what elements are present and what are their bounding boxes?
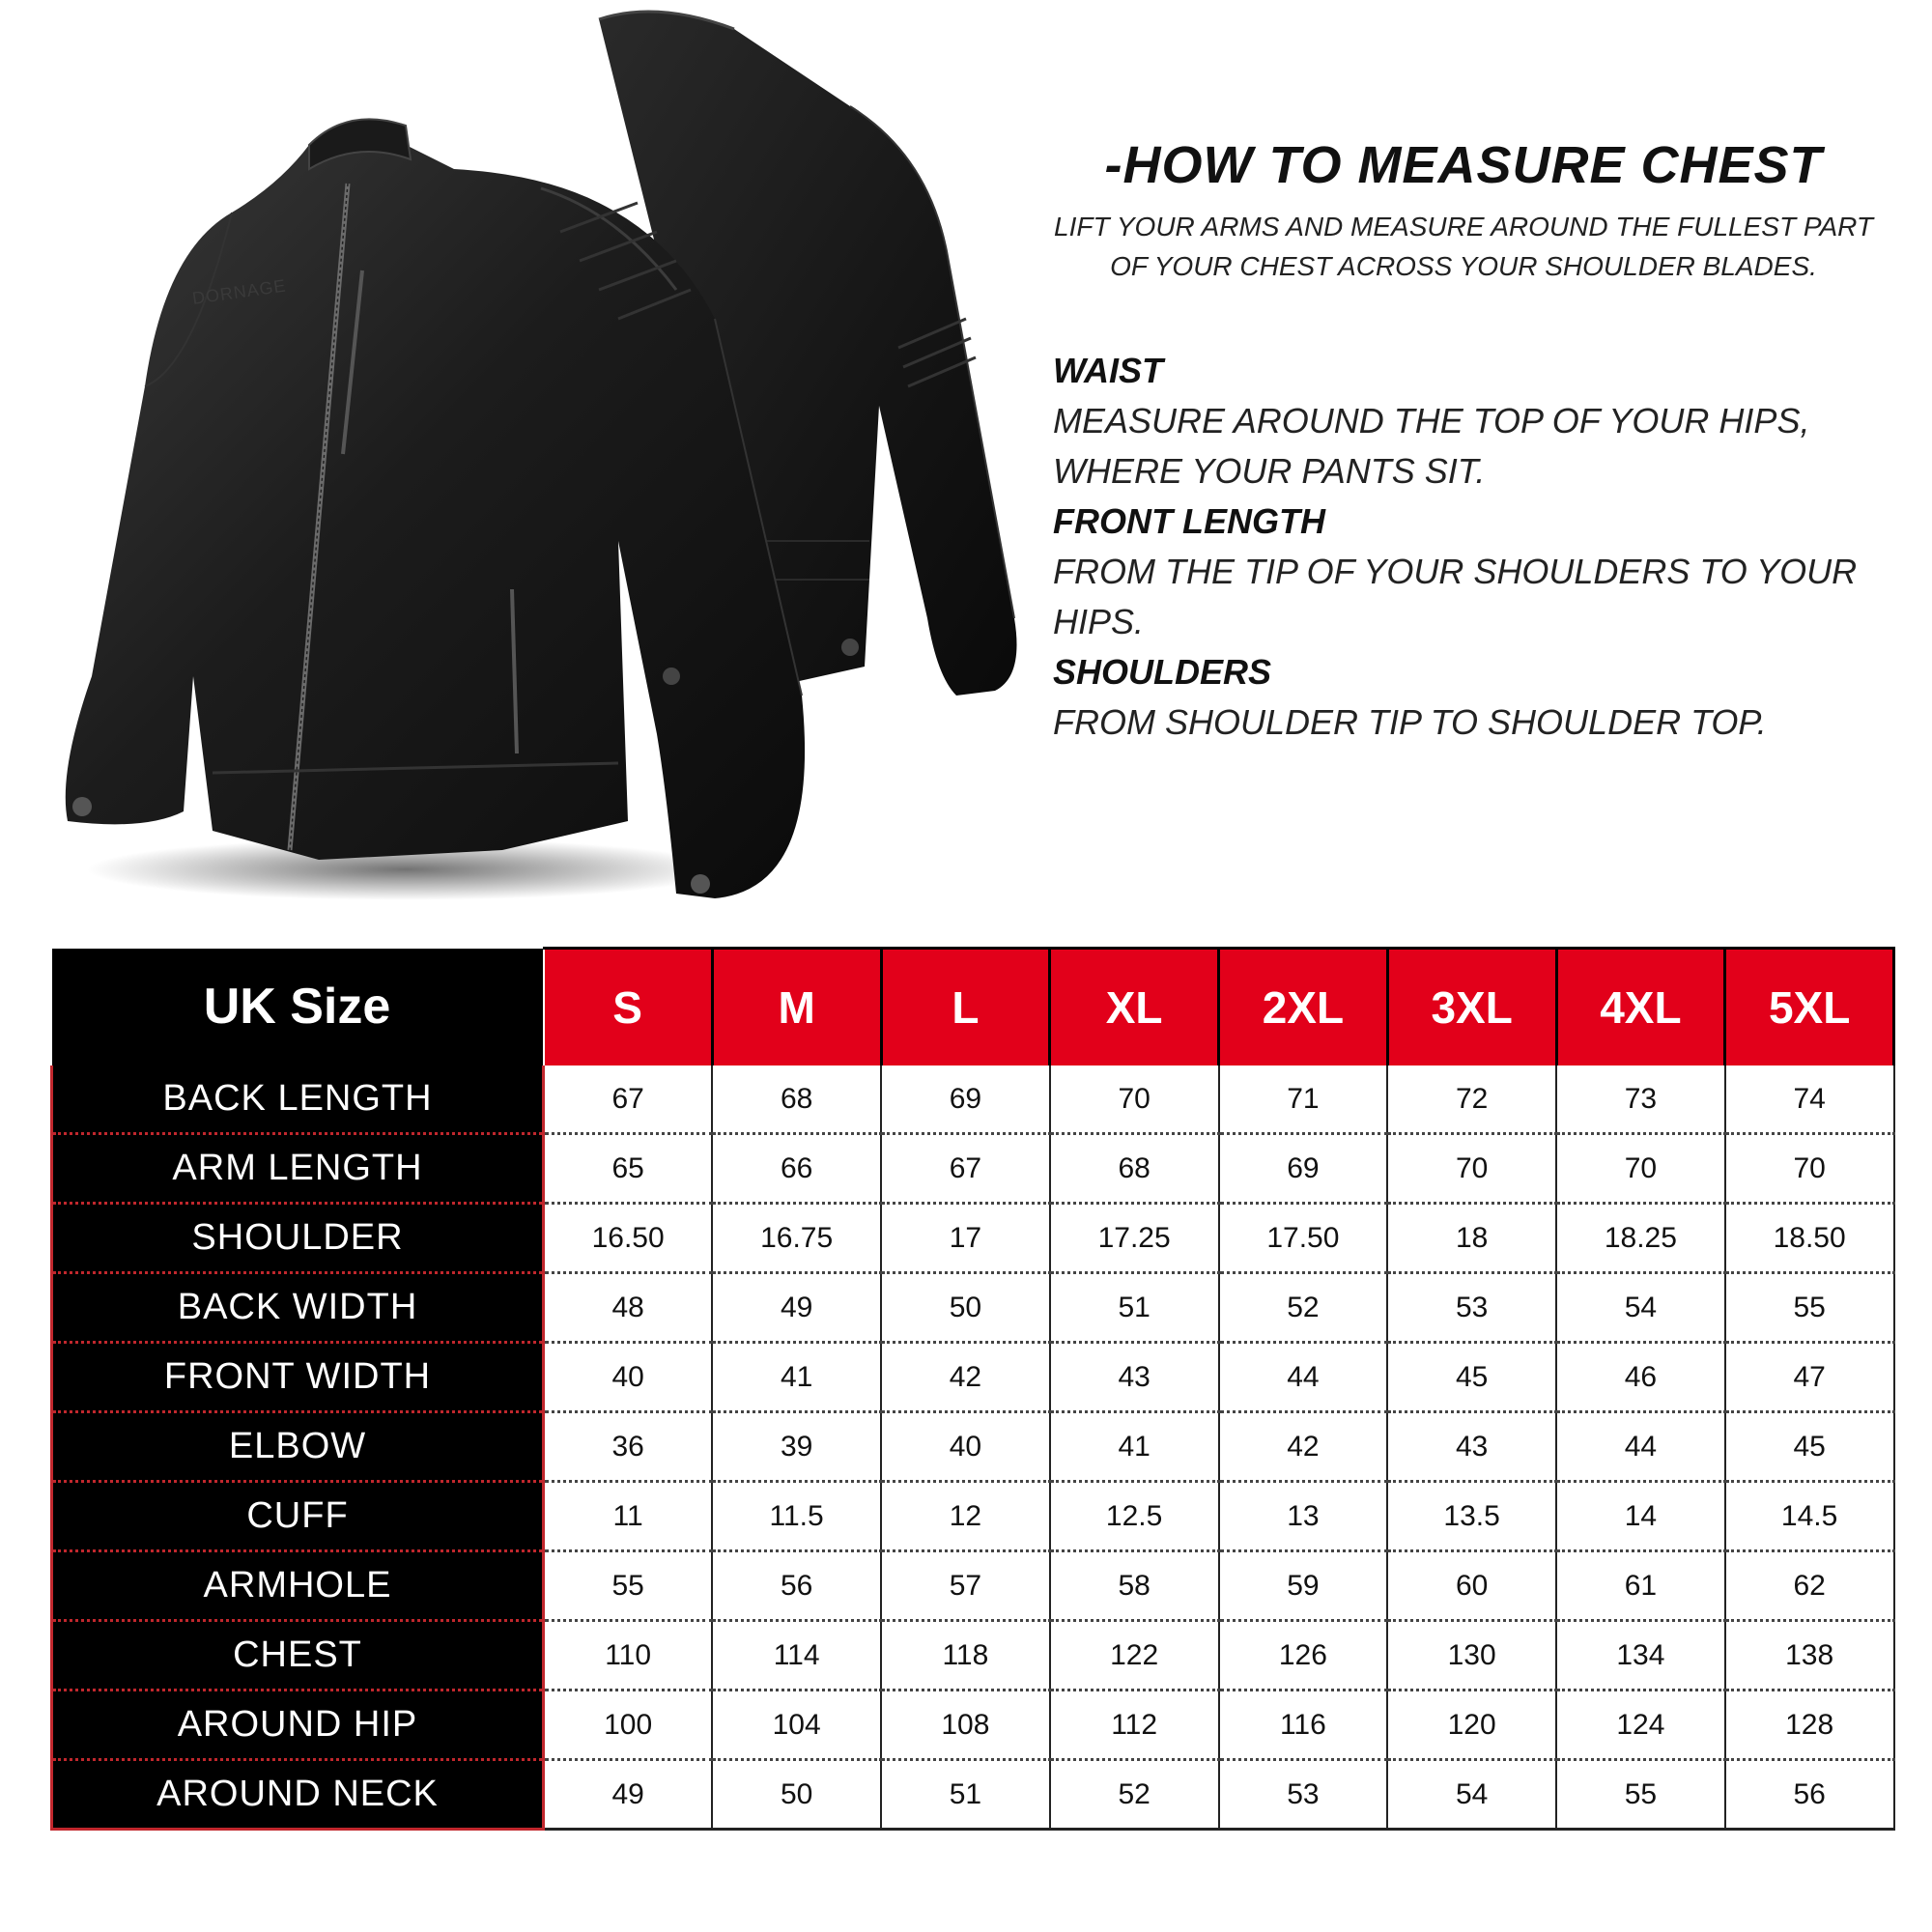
measurement-value: 18.50: [1725, 1204, 1894, 1273]
measurement-label: AROUND HIP: [52, 1690, 544, 1760]
measurement-value: 40: [544, 1343, 713, 1412]
measurement-value: 55: [1725, 1273, 1894, 1343]
measurement-value: 17.50: [1219, 1204, 1388, 1273]
measurement-label: BACK LENGTH: [52, 1065, 544, 1134]
measurement-value: 72: [1387, 1065, 1556, 1134]
measurement-value: 52: [1050, 1760, 1219, 1830]
measurement-value: 49: [544, 1760, 713, 1830]
measurement-value: 74: [1725, 1065, 1894, 1134]
table-row: [52, 1690, 1894, 1760]
measurement-label: SHOULDER: [52, 1204, 544, 1273]
measurement-value: 112: [1050, 1690, 1219, 1760]
measurement-value: 104: [712, 1690, 881, 1760]
measurement-value: 116: [1219, 1690, 1388, 1760]
measurement-value: 12.5: [1050, 1482, 1219, 1551]
measurement-value: 126: [1219, 1621, 1388, 1690]
measurement-value: 41: [1050, 1412, 1219, 1482]
table-row: [52, 1065, 1894, 1134]
measurement-value: 57: [881, 1551, 1050, 1621]
measurement-value: 130: [1387, 1621, 1556, 1690]
measurement-value: 66: [712, 1134, 881, 1204]
measurement-value: 46: [1556, 1343, 1725, 1412]
measurement-value: 13.5: [1387, 1482, 1556, 1551]
size-header-cell: XL: [1050, 949, 1219, 1066]
measurement-value: 70: [1387, 1134, 1556, 1204]
measurement-value: 51: [1050, 1273, 1219, 1343]
measurement-value: 43: [1387, 1412, 1556, 1482]
measurement-value: 16.50: [544, 1204, 713, 1273]
size-header-cell: 5XL: [1725, 949, 1894, 1066]
measurement-value: 13: [1219, 1482, 1388, 1551]
measurement-value: 45: [1725, 1412, 1894, 1482]
measurement-value: 65: [544, 1134, 713, 1204]
size-header-cell: S: [544, 949, 713, 1066]
measurement-value: 41: [712, 1343, 881, 1412]
measurement-value: 42: [881, 1343, 1050, 1412]
measurement-value: 40: [881, 1412, 1050, 1482]
measurement-value: 39: [712, 1412, 881, 1482]
measurement-value: 122: [1050, 1621, 1219, 1690]
measurement-value: 36: [544, 1412, 713, 1482]
measurement-label: AROUND NECK: [52, 1760, 544, 1830]
measurement-value: 114: [712, 1621, 881, 1690]
measurement-value: 100: [544, 1690, 713, 1760]
measurement-value: 17: [881, 1204, 1050, 1273]
measurement-value: 11: [544, 1482, 713, 1551]
measurement-value: 14.5: [1725, 1482, 1894, 1551]
measurement-value: 45: [1387, 1343, 1556, 1412]
chest-description: [1053, 207, 1874, 286]
table-row: [52, 1551, 1894, 1621]
measurement-value: 68: [712, 1065, 881, 1134]
measurement-value: 52: [1219, 1273, 1388, 1343]
size-chart-body: [52, 1065, 1894, 1830]
measurement-value: 70: [1556, 1134, 1725, 1204]
size-header-row: [52, 949, 1894, 1066]
size-chart-table: [50, 947, 1895, 1831]
table-row: [52, 1621, 1894, 1690]
front-length-heading: FRONT LENGTH: [1053, 501, 1325, 541]
measurement-value: 53: [1387, 1273, 1556, 1343]
jacket-product-image: [0, 0, 1043, 927]
front-length-description: FROM THE TIP OF YOUR SHOULDERS TO YOUR HIPS.: [1053, 552, 1858, 641]
table-row: [52, 1760, 1894, 1830]
measurement-value: 134: [1556, 1621, 1725, 1690]
measurement-value: 54: [1556, 1273, 1725, 1343]
measurement-label: CHEST: [52, 1621, 544, 1690]
measurement-value: 18.25: [1556, 1204, 1725, 1273]
measurement-value: 71: [1219, 1065, 1388, 1134]
table-row: [52, 1482, 1894, 1551]
measurement-value: 120: [1387, 1690, 1556, 1760]
measurement-value: 44: [1219, 1343, 1388, 1412]
measurement-value: 44: [1556, 1412, 1725, 1482]
measurement-value: 69: [881, 1065, 1050, 1134]
measurement-label: CUFF: [52, 1482, 544, 1551]
size-header-cell: 3XL: [1387, 949, 1556, 1066]
table-row: [52, 1273, 1894, 1343]
measurement-value: 73: [1556, 1065, 1725, 1134]
waist-heading: WAIST: [1053, 351, 1163, 390]
measurement-value: 67: [881, 1134, 1050, 1204]
measurement-value: 118: [881, 1621, 1050, 1690]
measurement-value: 69: [1219, 1134, 1388, 1204]
measurement-value: 14: [1556, 1482, 1725, 1551]
measurement-label: ARMHOLE: [52, 1551, 544, 1621]
measurement-value: 54: [1387, 1760, 1556, 1830]
measurement-value: 55: [1556, 1760, 1725, 1830]
measurement-value: 56: [1725, 1760, 1894, 1830]
measurement-value: 11.5: [712, 1482, 881, 1551]
chest-description-line1: LIFT YOUR ARMS AND MEASURE AROUND THE FULLEST PART: [1054, 212, 1873, 242]
measurement-value: 50: [881, 1273, 1050, 1343]
measurement-label: FRONT WIDTH: [52, 1343, 544, 1412]
measuring-instructions: [1053, 135, 1903, 748]
brand-mark: DORNAGE: [190, 275, 288, 308]
measurement-value: 55: [544, 1551, 713, 1621]
measurement-value: 61: [1556, 1551, 1725, 1621]
measurement-value: 138: [1725, 1621, 1894, 1690]
chest-description-line2: OF YOUR CHEST ACROSS YOUR SHOULDER BLADES.: [1110, 251, 1817, 281]
measurement-value: 70: [1050, 1065, 1219, 1134]
table-row: [52, 1343, 1894, 1412]
table-row: [52, 1412, 1894, 1482]
size-header-cell: L: [881, 949, 1050, 1066]
chest-heading: -HOW TO MEASURE CHEST: [1104, 136, 1823, 194]
measurement-value: 43: [1050, 1343, 1219, 1412]
table-row: [52, 1134, 1894, 1204]
measurement-value: 56: [712, 1551, 881, 1621]
measurement-value: 42: [1219, 1412, 1388, 1482]
shoulders-description: FROM SHOULDER TIP TO SHOULDER TOP.: [1053, 702, 1767, 742]
waist-description: MEASURE AROUND THE TOP OF YOUR HIPS, WHERE YOUR PANTS SIT.: [1053, 401, 1810, 491]
measurement-value: 12: [881, 1482, 1050, 1551]
measurement-value: 128: [1725, 1690, 1894, 1760]
measurement-value: 50: [712, 1760, 881, 1830]
measurement-value: 59: [1219, 1551, 1388, 1621]
measurement-value: 47: [1725, 1343, 1894, 1412]
measurement-value: 16.75: [712, 1204, 881, 1273]
measurement-value: 124: [1556, 1690, 1725, 1760]
table-row: [52, 1204, 1894, 1273]
measurement-value: 108: [881, 1690, 1050, 1760]
size-header-cell: M: [712, 949, 881, 1066]
measurement-label: BACK WIDTH: [52, 1273, 544, 1343]
measurement-value: 48: [544, 1273, 713, 1343]
measurement-value: 51: [881, 1760, 1050, 1830]
measurement-value: 58: [1050, 1551, 1219, 1621]
measurement-value: 53: [1219, 1760, 1388, 1830]
measurement-value: 60: [1387, 1551, 1556, 1621]
size-header-cell: 2XL: [1219, 949, 1388, 1066]
measurement-value: 70: [1725, 1134, 1894, 1204]
measurement-value: 110: [544, 1621, 713, 1690]
measurement-value: 18: [1387, 1204, 1556, 1273]
measurement-value: 62: [1725, 1551, 1894, 1621]
measurement-label: ARM LENGTH: [52, 1134, 544, 1204]
shoulders-heading: SHOULDERS: [1053, 652, 1272, 692]
measurement-value: 17.25: [1050, 1204, 1219, 1273]
measurement-label: ELBOW: [52, 1412, 544, 1482]
measurement-value: 67: [544, 1065, 713, 1134]
size-header-cell: 4XL: [1556, 949, 1725, 1066]
measurement-value: 68: [1050, 1134, 1219, 1204]
measurement-value: 49: [712, 1273, 881, 1343]
uk-size-label: UK Size: [52, 949, 544, 1066]
